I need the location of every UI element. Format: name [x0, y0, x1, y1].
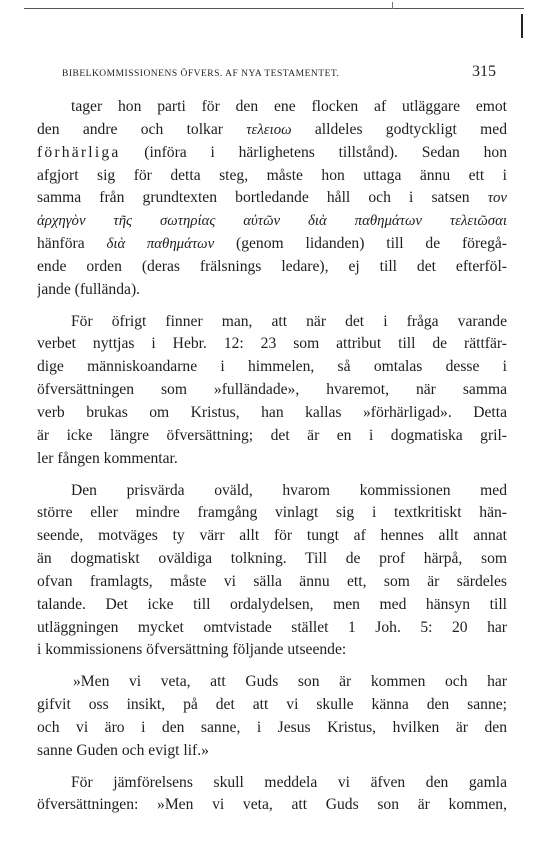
text-line — [37, 594, 507, 617]
text-line — [37, 356, 507, 379]
text-run: (genom lidanden) till de föregå- — [214, 235, 507, 253]
text-run: ende orden (deras frälsnings ledare), ej till det efterföl- — [37, 257, 507, 275]
greek-text: τον — [487, 190, 507, 207]
running-head: BIBELKOMMISSIONENS ÖFVERS. AF NYA TESTAMENTET. — [62, 69, 340, 79]
text-run: hänföra — [37, 235, 107, 253]
text-line — [37, 187, 507, 210]
text-line — [37, 617, 507, 640]
text-run: alldeles godtyckligt med — [291, 120, 507, 138]
text-line — [37, 142, 507, 165]
text-line — [37, 96, 507, 119]
text-line — [37, 379, 507, 402]
top-rule-stub — [392, 2, 393, 9]
text-line — [37, 279, 507, 302]
text-run: talande. Det icke till ordalydelsen, men med hänsyn till — [37, 595, 507, 613]
text-line — [37, 480, 507, 503]
text-run: är icke längre öfversättning; det är en i dogmatiska gril- — [37, 426, 507, 444]
page-number: 315 — [472, 63, 496, 80]
page-body — [37, 96, 507, 836]
paragraph-gap — [37, 763, 507, 772]
text-line — [37, 425, 507, 448]
text-line — [37, 772, 507, 795]
greek-text: ἀρχηγὸν τῆς σωτηρίας αὐτῶν διὰ παθημάτων τελειῶσαι — [37, 213, 507, 230]
text-run: öfversättningen: »Men vi veta, att Guds son är kommen, — [37, 796, 507, 814]
paragraph — [37, 772, 507, 818]
text-run: ler fången kommentar. — [37, 449, 178, 467]
paragraph — [37, 311, 507, 471]
paragraph — [37, 96, 507, 302]
paragraph — [37, 671, 507, 762]
text-line — [37, 311, 507, 334]
text-run: den andre och tolkar — [37, 120, 247, 138]
greek-text: τελειοω — [246, 121, 292, 138]
paragraph — [37, 480, 507, 663]
text-run: utläggningen mycket omtvistade stället 1 Joh. 5: 20 har — [37, 618, 507, 636]
greek-text: διὰ παθημάτων — [106, 236, 215, 253]
text-run: verb brukas om Kristus, han kallas »förhärligad». Detta — [37, 403, 507, 421]
text-line — [37, 794, 507, 817]
text-line — [37, 448, 507, 471]
top-rule — [24, 8, 524, 9]
text-run: sanne Guden och evigt lif.» — [37, 741, 209, 759]
text-line — [37, 548, 507, 571]
text-run: För öfrigt finner man, att när det i fråga varande — [71, 312, 507, 330]
text-run: öfversättningen som »fulländade», hvaremot, när samma — [37, 381, 507, 399]
text-line — [37, 165, 507, 188]
text-run: »Men vi veta, att Guds son är kommen och har — [73, 673, 507, 691]
paragraph-gap — [37, 302, 507, 311]
text-line — [37, 639, 507, 662]
text-run: i kommissionens öfversättning följande utseende: — [37, 641, 347, 659]
text-line — [37, 233, 507, 256]
text-run: Den prisvärda oväld, hvarom kommissionen med — [71, 481, 507, 499]
text-run: samma från grundtexten bortledande håll och i satsen — [37, 189, 488, 207]
text-line — [37, 119, 507, 142]
text-run: afgjort sig för detta steg, måste hon uttaga ännu ett i — [37, 166, 507, 184]
paragraph-gap — [37, 662, 507, 671]
text-line — [37, 694, 507, 717]
text-run: ofvan framlagts, måste vi sälla ännu ett, som är särdeles — [37, 572, 507, 590]
text-run: och vi äro i den sanne, i Jesus Kristus, hvilken är den — [37, 718, 507, 736]
text-line — [37, 256, 507, 279]
text-run: dige människoandarne i himmelen, så omtalas desse i — [37, 358, 507, 376]
text-line — [37, 571, 507, 594]
text-line — [37, 671, 507, 694]
text-line — [37, 333, 507, 356]
text-run: jande (fullända). — [37, 280, 141, 298]
text-line — [37, 740, 507, 763]
text-run: seende, motväges ty värr allt för tungt af hennes allt annat — [37, 527, 507, 545]
text-run: tager hon parti för den ene flocken af utläggare emot — [71, 98, 507, 115]
text-run: verbet nyttjas i Hebr. 12: 23 som attribut till de rättfär- — [37, 335, 507, 353]
text-run: För jämförelsens skull meddela vi äfven den gamla — [71, 773, 507, 791]
text-run: (införa i härlighetens tillstånd). Sedan hon — [120, 143, 507, 161]
paragraph-gap — [37, 471, 507, 480]
text-line — [37, 502, 507, 525]
text-run: större eller mindre framgång vinlagt sig i textkritiskt hän- — [37, 504, 507, 522]
text-run: gifvit oss insikt, på det att vi skulle känna den sanne; — [37, 696, 507, 714]
text-line — [37, 717, 507, 740]
text-line — [37, 210, 507, 233]
spaced-text: förhärliga — [37, 143, 121, 161]
text-run: än dogmatiskt oväldiga tolkning. Till de prof härpå, som — [37, 550, 507, 568]
text-line — [37, 402, 507, 425]
margin-mark — [521, 14, 523, 38]
text-line — [37, 525, 507, 548]
